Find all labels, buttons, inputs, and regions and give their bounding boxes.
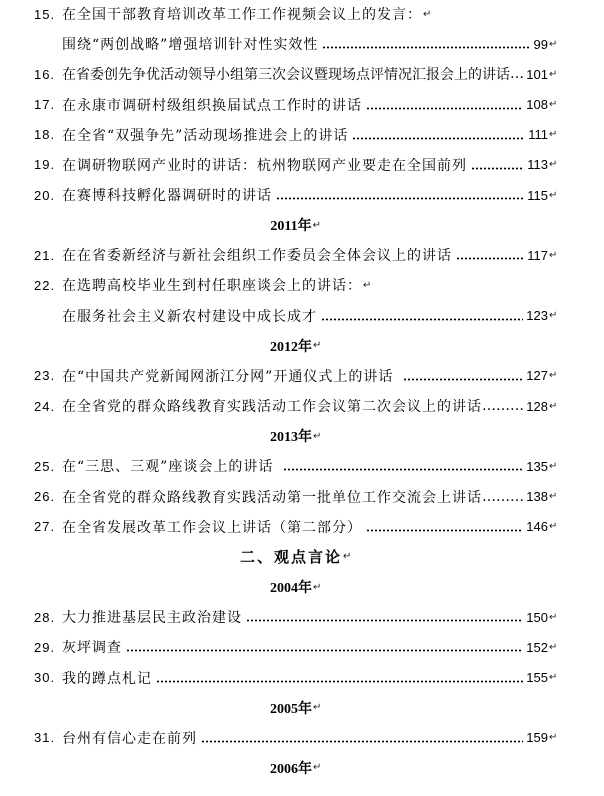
page-number: 150	[526, 609, 548, 625]
paragraph-mark: ↵	[312, 219, 321, 231]
year-heading: 2005年	[270, 701, 312, 717]
entry-number: 27.	[34, 519, 56, 535]
dot-leader	[322, 39, 530, 49]
paragraph-mark: ↵	[549, 38, 558, 50]
toc-entry	[0, 662, 604, 692]
paragraph-mark: ↵	[549, 460, 558, 472]
paragraph-mark: ↵	[363, 279, 372, 291]
entry-title: 在在省委新经济与新社会组织工作委员会全体会议上的讲话	[62, 248, 452, 265]
page-number: 111	[528, 127, 548, 143]
dot-leader	[201, 733, 523, 743]
year-heading: 2013年	[270, 430, 312, 446]
entry-title: 在全省“双强争先”活动现场推进会上的讲话	[62, 127, 349, 144]
year-heading: 2006年	[270, 761, 312, 777]
entry-number: 31.	[34, 730, 56, 746]
entry-number: 17.	[34, 97, 56, 113]
entry-title: 在服务社会主义新农村建设中成长成才	[62, 308, 317, 325]
section-heading-row	[0, 542, 604, 572]
toc-entry	[0, 482, 604, 512]
dot-leader	[156, 673, 523, 683]
dot-leader	[366, 522, 523, 532]
entry-title: 在全省发展改革工作会议上讲话（第二部分）	[62, 519, 362, 536]
toc-entry	[0, 602, 604, 632]
paragraph-mark: ↵	[313, 340, 322, 352]
dot-leader	[276, 190, 524, 200]
entry-title: 在永康市调研村级组织换届试点工作时的讲话	[62, 97, 362, 114]
paragraph-mark: ↵	[549, 400, 558, 412]
page-number: 159	[526, 730, 548, 746]
paragraph-mark: ↵	[549, 641, 558, 653]
entry-number: 22.	[34, 277, 56, 293]
dot-leader	[321, 311, 523, 321]
ellipsis-leader: …	[510, 66, 524, 83]
entry-title: 在选聘高校毕业生到村任职座谈会上的讲话：	[62, 278, 362, 295]
entry-number: 21.	[34, 247, 56, 263]
dot-leader	[403, 371, 523, 381]
toc-entry	[0, 270, 604, 300]
dot-leader	[352, 130, 525, 140]
entry-title: 在全省党的群众路线教育实践活动工作会议第二次会议上的讲话	[62, 399, 482, 416]
page-number: 117	[527, 247, 548, 263]
page-number: 152	[526, 639, 548, 655]
page-number: 127	[526, 368, 548, 384]
paragraph-mark: ↵	[313, 702, 322, 714]
page-number: 138	[526, 489, 548, 505]
paragraph-mark: ↵	[549, 68, 558, 80]
year-heading-row	[0, 421, 604, 451]
dot-leader	[246, 612, 523, 622]
entry-title: 围绕“两创战略”增强培训针对性实效性	[62, 37, 319, 54]
ellipsis-leader: ………	[482, 398, 524, 415]
year-heading-row	[0, 693, 604, 723]
page-number: 108	[526, 97, 548, 113]
page-number: 99	[533, 36, 548, 52]
paragraph-mark: ↵	[313, 762, 322, 774]
year-heading: 2012年	[270, 339, 312, 355]
ellipsis-leader: ………	[482, 488, 524, 505]
page-number: 113	[527, 157, 548, 173]
paragraph-mark: ↵	[549, 370, 558, 382]
page-number: 128	[526, 398, 548, 414]
paragraph-mark: ↵	[549, 310, 558, 322]
entry-number: 24.	[34, 398, 56, 414]
toc-entry	[0, 632, 604, 662]
year-heading: 2004年	[270, 581, 312, 597]
toc-entry	[0, 59, 604, 89]
paragraph-mark: ↵	[549, 99, 558, 111]
section-heading: 二、观点言论	[239, 548, 342, 567]
entry-number: 18.	[34, 127, 56, 143]
paragraph-mark: ↵	[313, 581, 322, 593]
entry-title: 在全省党的群众路线教育实践活动第一批单位工作交流会上讲话	[62, 489, 482, 506]
dot-leader	[283, 461, 523, 471]
page-number: 135	[526, 458, 548, 474]
toc-entry	[0, 240, 604, 270]
dot-leader	[366, 100, 523, 110]
paragraph-mark: ↵	[549, 129, 558, 141]
paragraph-mark: ↵	[549, 159, 558, 171]
dot-leader	[456, 250, 524, 260]
toc-entry	[0, 391, 604, 421]
paragraph-mark: ↵	[423, 8, 432, 20]
entry-title: 台州有信心走在前列	[62, 730, 197, 747]
toc-entry-continuation	[0, 29, 604, 59]
page-number: 101	[526, 66, 548, 82]
paragraph-mark: ↵	[549, 521, 558, 533]
year-heading-row	[0, 331, 604, 361]
entry-title: 我的蹲点札记	[62, 670, 152, 687]
toc-entry	[0, 180, 604, 210]
toc-entry	[0, 723, 604, 753]
dot-leader	[126, 642, 523, 652]
entry-number: 29.	[34, 639, 56, 655]
paragraph-mark: ↵	[549, 672, 558, 684]
entry-title: 在“中国共产党新闻网浙江分网”开通仪式上的讲话	[62, 368, 394, 385]
entry-number: 15.	[34, 6, 56, 22]
entry-number: 30.	[34, 670, 56, 686]
page-number: 146	[526, 519, 548, 535]
entry-number: 16.	[34, 66, 56, 82]
page-number: 123	[526, 308, 548, 324]
entry-number: 23.	[34, 368, 56, 384]
paragraph-mark: ↵	[343, 551, 352, 563]
entry-number: 26.	[34, 489, 56, 505]
page-number: 115	[527, 187, 548, 203]
toc-entry	[0, 120, 604, 150]
entry-title: 在“三思、三观”座谈会上的讲话	[62, 459, 274, 476]
year-heading-row	[0, 210, 604, 240]
paragraph-mark: ↵	[313, 430, 322, 442]
toc-entry	[0, 361, 604, 391]
year-heading-row	[0, 753, 604, 783]
entry-number: 25.	[34, 458, 56, 474]
entry-title: 在调研物联网产业时的讲话：杭州物联网产业要走在全国前列	[62, 157, 467, 174]
entry-title: 灰坪调查	[62, 640, 122, 657]
toc-entry	[0, 0, 604, 29]
toc-entry	[0, 150, 604, 180]
entry-title: 在全国干部教育培训改革工作工作视频会议上的发言：	[62, 7, 422, 24]
entry-title: 大力推进基层民主政治建设	[62, 610, 242, 627]
toc-entry	[0, 89, 604, 119]
entry-number: 28.	[34, 609, 56, 625]
toc-entry-continuation	[0, 301, 604, 331]
paragraph-mark: ↵	[549, 249, 558, 261]
entry-title: 在赛博科技孵化器调研时的讲话	[62, 188, 272, 205]
paragraph-mark: ↵	[549, 491, 558, 503]
paragraph-mark: ↵	[549, 732, 558, 744]
paragraph-mark: ↵	[549, 189, 558, 201]
year-heading: 2011年	[270, 219, 312, 235]
toc-entry	[0, 512, 604, 542]
year-heading-row	[0, 572, 604, 602]
entry-number: 20.	[34, 187, 56, 203]
entry-title: 在省委创先争优活动领导小组第三次会议暨现场点评情况汇报会上的讲话	[62, 67, 510, 84]
dot-leader	[471, 160, 524, 170]
paragraph-mark: ↵	[549, 611, 558, 623]
toc-entry	[0, 451, 604, 481]
entry-number: 19.	[34, 157, 56, 173]
page-number: 155	[526, 670, 548, 686]
